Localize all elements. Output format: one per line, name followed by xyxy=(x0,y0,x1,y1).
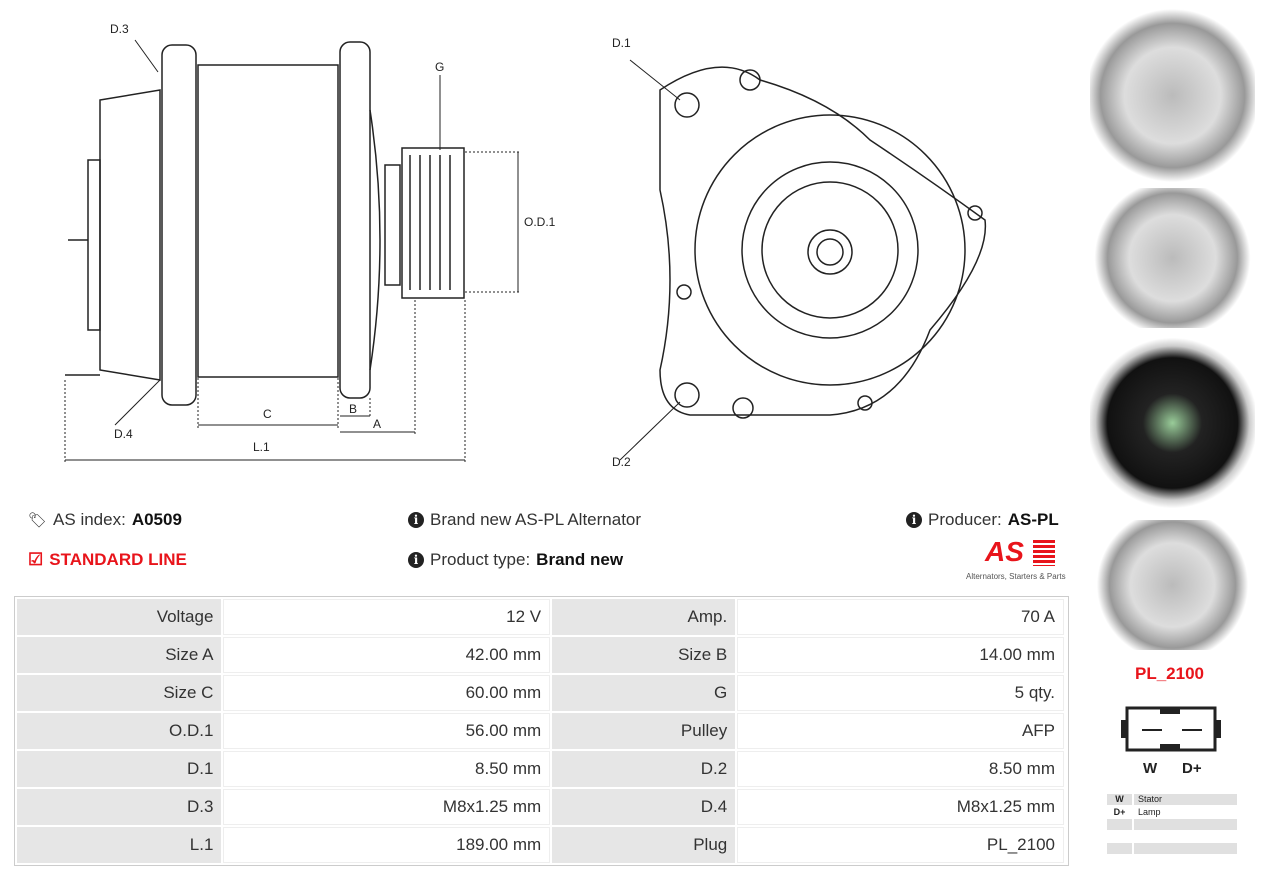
table-row xyxy=(17,713,1064,749)
table-row xyxy=(17,827,1064,863)
spec-label: D.2 xyxy=(552,751,735,787)
line-label: STANDARD LINE xyxy=(49,550,187,569)
product-photo-side[interactable] xyxy=(1090,188,1255,328)
description-text: Brand new AS-PL Alternator xyxy=(430,510,642,529)
table-row xyxy=(17,751,1064,787)
info-icon: i xyxy=(906,512,922,528)
info-icon: i xyxy=(408,512,424,528)
product-type xyxy=(408,550,623,570)
spec-label: L.1 xyxy=(17,827,221,863)
table-row xyxy=(17,599,1064,635)
side-view-drawing xyxy=(0,0,560,480)
product-photo-front[interactable] xyxy=(1090,8,1255,183)
spec-label: Size A xyxy=(17,637,221,673)
producer-value: AS-PL xyxy=(1007,510,1059,529)
label-d3: D.3 xyxy=(110,22,129,36)
spec-label: O.D.1 xyxy=(17,713,221,749)
spec-label: Amp. xyxy=(552,599,735,635)
spec-label: Pulley xyxy=(552,713,735,749)
spec-value: 60.00 mm xyxy=(223,675,550,711)
legend-row-empty xyxy=(1107,843,1237,854)
spec-value: 8.50 mm xyxy=(737,751,1064,787)
spec-value: 12 V xyxy=(223,599,550,635)
table-row xyxy=(17,637,1064,673)
standard-line xyxy=(28,550,187,570)
specs-table xyxy=(15,597,1066,865)
producer-label: Producer: xyxy=(928,510,1002,529)
spec-label: Size C xyxy=(17,675,221,711)
spec-label: D.4 xyxy=(552,789,735,825)
spec-value: 14.00 mm xyxy=(737,637,1064,673)
label-d1: D.1 xyxy=(612,36,631,50)
product-photo-side-2[interactable] xyxy=(1090,520,1255,650)
spec-label: D.1 xyxy=(17,751,221,787)
spec-value: 56.00 mm xyxy=(223,713,550,749)
table-row xyxy=(17,789,1064,825)
spec-label: G xyxy=(552,675,735,711)
legend-row-empty xyxy=(1107,819,1237,830)
legend-row: D+ Lamp xyxy=(1113,807,1161,817)
spec-value: 42.00 mm xyxy=(223,637,550,673)
spec-label: D.3 xyxy=(17,789,221,825)
table-row xyxy=(17,675,1064,711)
spec-value: M8x1.25 mm xyxy=(737,789,1064,825)
label-od1: O.D.1 xyxy=(524,215,556,229)
label-l1: L.1 xyxy=(253,440,270,454)
label-d2: D.2 xyxy=(612,455,631,469)
as-pl-logo: AS xyxy=(985,538,1055,566)
check-square-icon: ☑ xyxy=(28,550,44,569)
plug-name: PL_2100 xyxy=(1135,664,1204,683)
legend-row: W Stator xyxy=(1107,794,1237,805)
product-type-value: Brand new xyxy=(536,550,624,569)
pin-w: W xyxy=(1143,760,1158,777)
spec-label: Plug xyxy=(552,827,735,863)
spec-value: M8x1.25 mm xyxy=(223,789,550,825)
spec-value: 189.00 mm xyxy=(223,827,550,863)
as-index-label: AS index: xyxy=(53,510,126,529)
product-photo-rear[interactable] xyxy=(1090,338,1255,508)
spec-value: PL_2100 xyxy=(737,827,1064,863)
label-b: B xyxy=(349,402,358,416)
pin-d-plus: D+ xyxy=(1182,760,1202,777)
as-index-value: A0509 xyxy=(131,510,182,529)
label-c: C xyxy=(263,407,272,421)
info-icon: i xyxy=(408,552,424,568)
spec-value: 5 qty. xyxy=(737,675,1064,711)
spec-value: AFP xyxy=(737,713,1064,749)
tags-icon: 🏷 xyxy=(28,512,48,529)
description xyxy=(408,510,641,530)
spec-label: Size B xyxy=(552,637,735,673)
plug-diagram xyxy=(1115,700,1230,758)
front-view-drawing xyxy=(600,30,1020,470)
label-a: A xyxy=(373,417,382,431)
spec-label: Voltage xyxy=(17,599,221,635)
as-index xyxy=(28,510,182,530)
product-type-label: Product type: xyxy=(430,550,531,569)
label-g: G xyxy=(435,60,445,74)
producer xyxy=(906,510,1059,530)
label-d4: D.4 xyxy=(114,427,133,441)
logo-tagline: Alternators, Starters & Parts xyxy=(966,572,1066,581)
spec-value: 70 A xyxy=(737,599,1064,635)
spec-value: 8.50 mm xyxy=(223,751,550,787)
